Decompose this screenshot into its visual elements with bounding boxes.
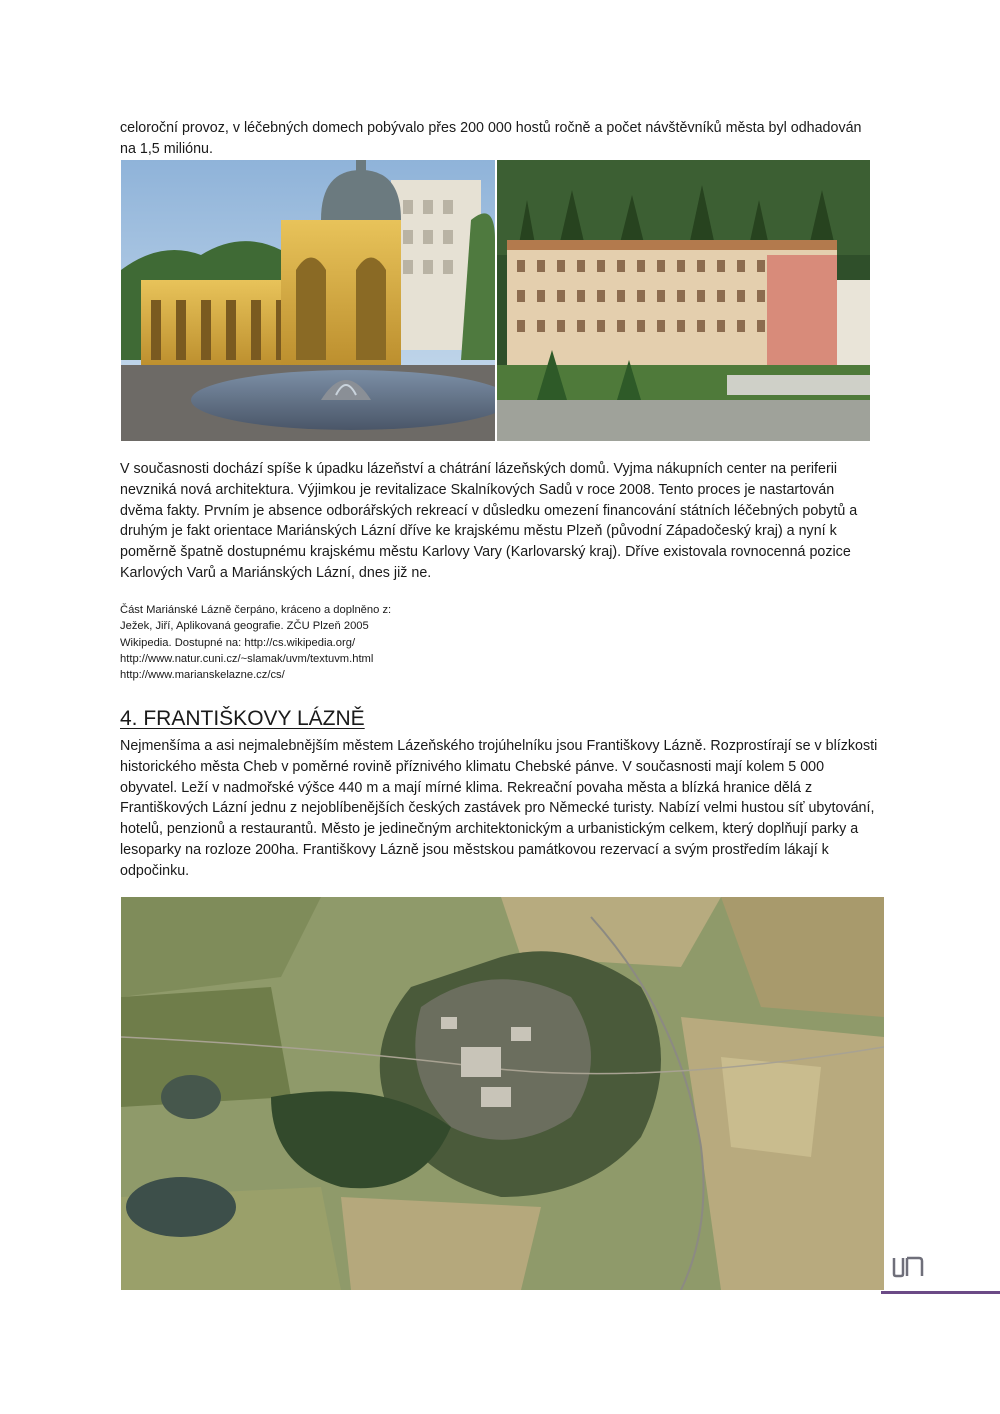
spa-hotels-photo (497, 160, 870, 441)
intro-paragraph: celoroční provoz, v léčebných domech pobývalo přes 200 000 hostů ročně a počet návštěvníků města byl odhadován na 1,5 miliónu. (120, 120, 862, 157)
footer-accent-line (881, 1291, 1000, 1294)
sources-list (120, 602, 391, 683)
section-heading: 4. FRANTIŠKOVY LÁZNĚ (120, 707, 365, 730)
source-line: Wikipedia. Dostupné na: http://cs.wikipedia.org/ (120, 636, 356, 649)
aerial-view-photo (121, 897, 884, 1290)
source-line: Ježek, Jiří, Aplikovaná geografie. ZČU Plzeň 2005 (120, 620, 369, 633)
page-number-glyph (891, 1255, 925, 1279)
colonnade-photo (121, 160, 495, 441)
source-line: http://www.natur.cuni.cz/~slamak/uvm/textuvm.html (120, 652, 374, 665)
present-state-paragraph: V současnosti dochází spíše k úpadku lázeňství a chátrání lázeňských domů. Vyjma nákupních center na periferii nevzniká nová architektura. Výjimkou je revitalizace Skalníkových Sadů v roce 2008. Tento proces je nastartován dvěma fakty. Prvním je absence odborářských rekreací v důsledku omezení financování státních léčebných pobytů a druhým je fakt orientace Mariánských Lázní dříve ke krajskému městu Plzeň (původní Západočeský kraj) a nyní k poměrně špatně dostupnému krajskému městu Karlovy Vary (Karlovarský kraj). Dříve existovala rovnocenná pozice Karlových Varů a Mariánských Lázní, dnes již ne. (120, 461, 858, 581)
section-paragraph: Nejmenšíma a asi nejmalebnějším městem Lázeňského trojúhelníku jsou Františkovy Lázně. Rozprostírají se v blízkosti historického města Cheb v poměrné rovině příznivého klimatu Chebské pánve. V současnosti mají kolem 5 000 obyvatel. Leží v nadmořské výšce 440 m a mají mírné klima. Rekreační povaha města a blízká hranice dělá z Františkových Lázní jednu z nejoblíbenějších českých zastávek pro Německé turisty. Nabízí velmi hustou síť ubytování, hotelů, penzionů a restaurantů. Město je jedinečným architektonickým a urbanistickým celkem, který doplňují parky a lesoparky na rozloze 200ha. Františkovy Lázně jsou městskou památkovou rezervací a svým prostředím lákají k odpočinku. (120, 738, 878, 879)
source-line: Část Mariánské Lázně čerpáno, kráceno a doplněno z: (120, 604, 392, 616)
page-number (891, 1255, 925, 1279)
source-line: http://www.marianskelazne.cz/cs/ (120, 669, 285, 682)
